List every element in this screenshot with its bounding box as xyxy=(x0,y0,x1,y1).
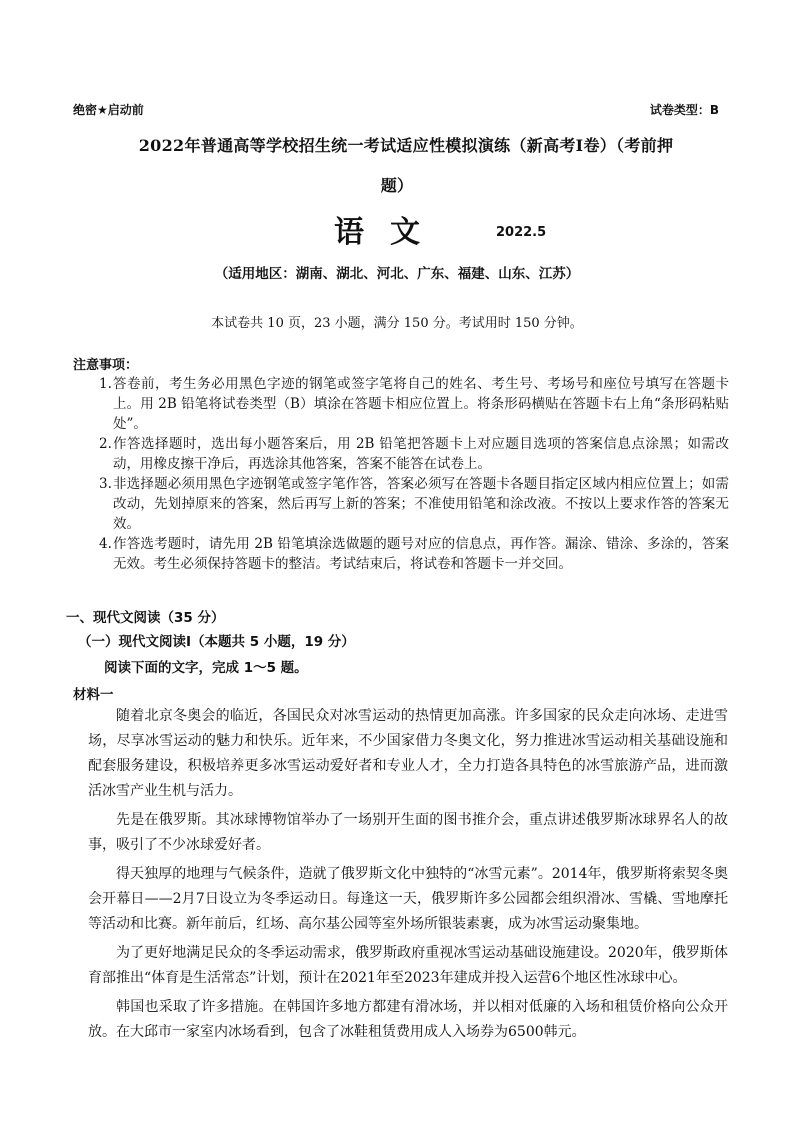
note-number: 2. xyxy=(99,436,112,452)
section-heading: 一、现代文阅读（35 分） xyxy=(66,610,225,626)
exam-title-line2: 题） xyxy=(380,176,414,195)
note-item xyxy=(99,474,729,534)
confidential-label: 绝密★启动前 xyxy=(73,103,144,117)
note-text: 作答选择题时，选出每小题答案后，用 2B 铅笔把答题卡上对应题目选项的答案信息点涂黑；如需改动，用橡皮擦干净后，再选涂其他答案，答案不能答在试卷上。 xyxy=(113,436,729,472)
note-item xyxy=(99,534,729,574)
paragraph: 为了更好地满足民众的冬季运动需求，俄罗斯政府重视冰雪运动基础设施建设。2020年，俄罗斯体育部推出“体育是生活常态”计划，预计在2021年至2023年建成并投入运营6个地区性冰球中心。 xyxy=(88,945,728,986)
note-number: 3. xyxy=(99,476,112,492)
note-item xyxy=(99,434,729,474)
paper-info: 本试卷共 10 页，23 小题，满分 150 分。考试用时 150 分钟。 xyxy=(211,316,583,331)
note-item xyxy=(99,374,729,434)
note-number: 1. xyxy=(99,376,112,392)
paragraph: 韩国也采取了许多措施。在韩国许多地方都建有滑冰场，并以相对低廉的入场和租赁价格向公众开放。在大邱市一家室内冰场看到，包含了冰鞋租赁费用成人入场券为6500韩元。 xyxy=(88,999,728,1040)
notes-heading: 注意事项： xyxy=(73,358,139,373)
paper-type-label: 试卷类型：B xyxy=(649,103,719,117)
subsection-heading: （一）现代文阅读Ⅰ（本题共 5 小题，19 分） xyxy=(78,634,355,650)
exam-title-line1: 2022年普通高等学校招生统一考试适应性模拟演练（新高考Ⅰ卷）（考前押 xyxy=(138,136,674,155)
note-number: 4. xyxy=(99,536,112,552)
exam-date: 2022.5 xyxy=(496,225,547,240)
paragraph: 先是在俄罗斯。其冰球博物馆举办了一场别开生面的图书推介会，重点讲述俄罗斯冰球界名人的故事，吸引了不少冰球爱好者。 xyxy=(88,812,728,853)
applicable-regions: （适用地区：湖南、湖北、河北、广东、福建、山东、江苏） xyxy=(214,266,580,282)
reading-instruction: 阅读下面的文字，完成 1～5 题。 xyxy=(104,660,308,676)
note-text: 答卷前，考生务必用黑色字迹的钢笔或签字笔将自己的姓名、考生号、考场号和座位号填写在答题卡上。用 2B 铅笔将试卷类型（B）填涂在答题卡相应位置上。将条形码横贴在答题卡右上角“条形码粘贴处”。 xyxy=(113,376,729,432)
material-label: 材料一 xyxy=(73,687,114,703)
material-body xyxy=(88,704,728,1049)
notes-list xyxy=(99,374,729,574)
paragraph: 得天独厚的地理与气候条件，造就了俄罗斯文化中独特的“冰雪元素”。2014年，俄罗斯将索契冬奥会开幕日——2月7日设立为冬季运动日。每逢这一天，俄罗斯许多公园都会组织滑冰、雪橇、雪地摩托等活动和比赛。新年前后，红场、高尔基公园等室外场所银装素裹，成为冰雪运动聚集地。 xyxy=(88,866,728,932)
subject-title: 语文 xyxy=(334,215,446,250)
note-text: 作答选考题时，请先用 2B 铅笔填涂选做题的题号对应的信息点，再作答。漏涂、错涂、多涂的，答案无效。考生必须保持答题卡的整洁。考试结束后，将试卷和答题卡一并交回。 xyxy=(113,536,729,572)
note-text: 非选择题必须用黑色字迹钢笔或签字笔作答，答案必须写在答题卡各题目指定区域内相应位置上；如需改动，先划掉原来的答案，然后再写上新的答案；不准使用铅笔和涂改液。不按以上要求作答的答案无效。 xyxy=(113,476,729,532)
paragraph: 随着北京冬奥会的临近，各国民众对冰雪运动的热情更加高涨。许多国家的民众走向冰场、走进雪场，尽享冰雪运动的魅力和快乐。近年来，不少国家借力冬奥文化，努力推进冰雪运动相关基础设施和配套服务建设，积极培养更多冰雪运动爱好者和专业人才，全力打造各具特色的冰雪旅游产品，进而激活冰雪产业生机与活力。 xyxy=(88,708,728,799)
